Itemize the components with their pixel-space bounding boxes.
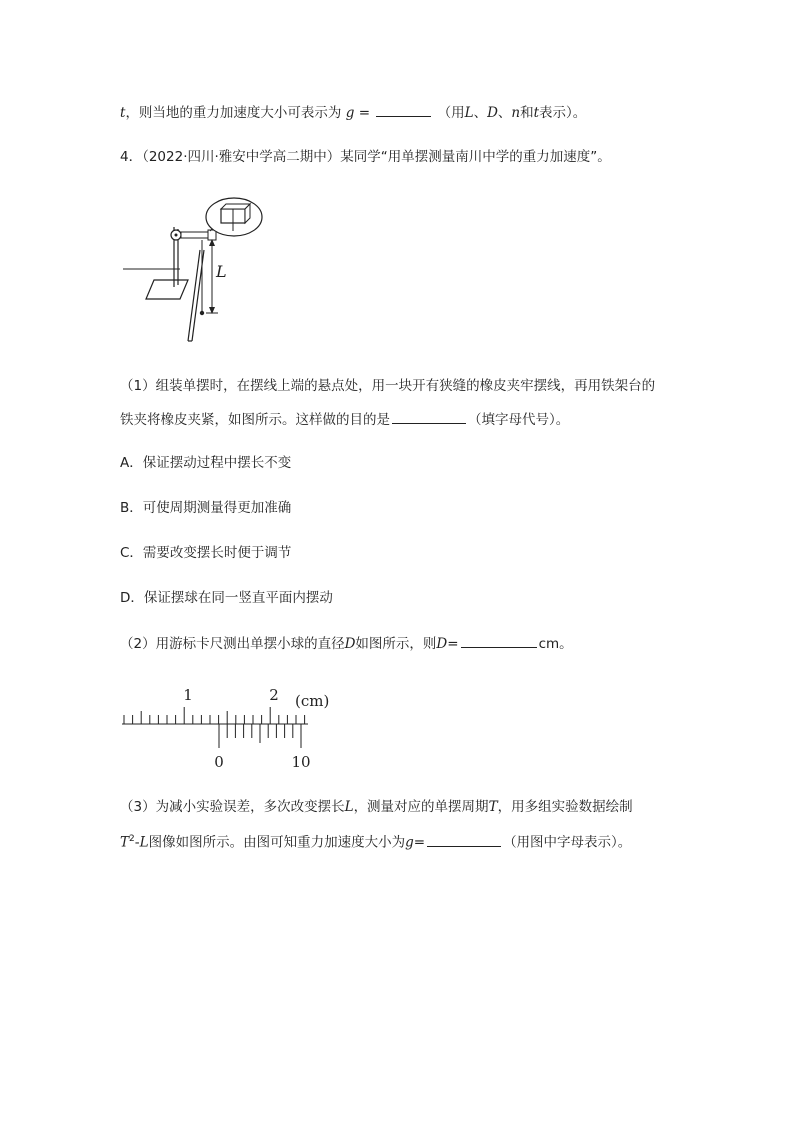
answer-blank-g3[interactable]	[427, 832, 501, 847]
pendulum-figure	[118, 195, 273, 350]
var-g: g	[405, 834, 414, 851]
stand-base	[146, 280, 188, 299]
part1-line2	[120, 409, 569, 430]
question-source: （2022·四川·雅安中学高二期中）	[142, 149, 341, 165]
part3-text-c: ，用多组实验数据绘制	[497, 799, 633, 815]
var-L: L	[344, 799, 354, 815]
part1-line1: （1）组装单摆时，在摆线上端的悬点处，用一块开有狭缝的橡皮夹牢摆线，再用铁架台的	[120, 378, 656, 394]
part3-line2	[120, 829, 631, 853]
option-d: D．保证摆球在同一竖直平面内摆动	[120, 590, 333, 606]
conj-he: 和	[520, 105, 534, 121]
question-text: 某同学“用单摆测量南川中学的重力加速度”。	[340, 149, 611, 165]
var-L: L	[464, 105, 474, 121]
eq-sign: =	[358, 105, 370, 121]
var-D: D	[487, 105, 498, 121]
question-number: 4．	[120, 149, 143, 165]
sep: 、	[473, 105, 488, 121]
superscript-2: 2	[129, 834, 135, 844]
var-T: T	[488, 799, 498, 815]
pendulum-bob	[200, 311, 204, 315]
clamp-arm	[181, 232, 211, 238]
option-a: A．保证摆动过程中摆长不变	[120, 455, 292, 471]
intro-text-a: ，则当地的重力加速度大小可表示为	[125, 105, 342, 121]
var-t: t	[120, 105, 126, 121]
eq-sign: =	[447, 636, 459, 652]
var-D: D	[344, 636, 356, 652]
intro-line	[120, 102, 586, 123]
option-b: B．可使周期测量得更加准确	[120, 500, 292, 516]
sep: 、	[497, 105, 512, 121]
part1-line2-text: 铁夹将橡皮夹紧，如图所示。这样做的目的是	[120, 412, 390, 428]
var-D: D	[436, 636, 448, 652]
intro-text-b: （用	[437, 105, 465, 121]
eq-sign: =	[413, 834, 426, 851]
var-T: T	[120, 834, 130, 851]
part3-text-b: ，测量对应的单摆周期	[353, 799, 489, 815]
main-label-2: 2	[269, 686, 279, 704]
dash: -	[134, 834, 140, 851]
main-label-1: 1	[183, 686, 193, 704]
length-label: L	[216, 262, 227, 281]
part3-line1	[120, 797, 633, 817]
vernier-label-10: 10	[291, 753, 311, 771]
part2-text-a: （2）用游标卡尺测出单摆小球的直径	[120, 636, 345, 652]
answer-blank-g[interactable]	[376, 102, 431, 117]
vernier-scale-ticks	[219, 724, 301, 748]
option-c: C．需要改变摆长时便于调节	[120, 545, 292, 561]
var-n: n	[511, 105, 521, 121]
main-scale-ticks	[124, 707, 305, 724]
answer-blank-part1[interactable]	[392, 409, 466, 424]
clamp-boss-center	[175, 234, 178, 237]
var-L: L	[139, 834, 149, 851]
part2-line	[120, 633, 573, 654]
unit-cm: cm。	[538, 636, 573, 652]
part2-text-b: 如图所示，则	[355, 636, 437, 652]
var-t: t	[533, 105, 540, 121]
question-header	[120, 147, 611, 167]
vernier-caliper-figure	[118, 684, 338, 774]
vernier-label-0: 0	[214, 753, 224, 771]
part3-text-a: （3）为减小实验误差，多次改变摆长	[120, 799, 345, 815]
part3-text-d: 图像如图所示。由图可知重力加速度大小为	[148, 834, 406, 851]
part3-text-e: （用图中字母表示）。	[503, 834, 632, 851]
var-g: g	[345, 105, 355, 121]
unit-label: (cm)	[295, 692, 330, 710]
answer-blank-D[interactable]	[461, 633, 537, 648]
intro-text-c: 表示）。	[539, 105, 587, 121]
part1-line2-suffix: （填字母代号）。	[468, 412, 570, 428]
